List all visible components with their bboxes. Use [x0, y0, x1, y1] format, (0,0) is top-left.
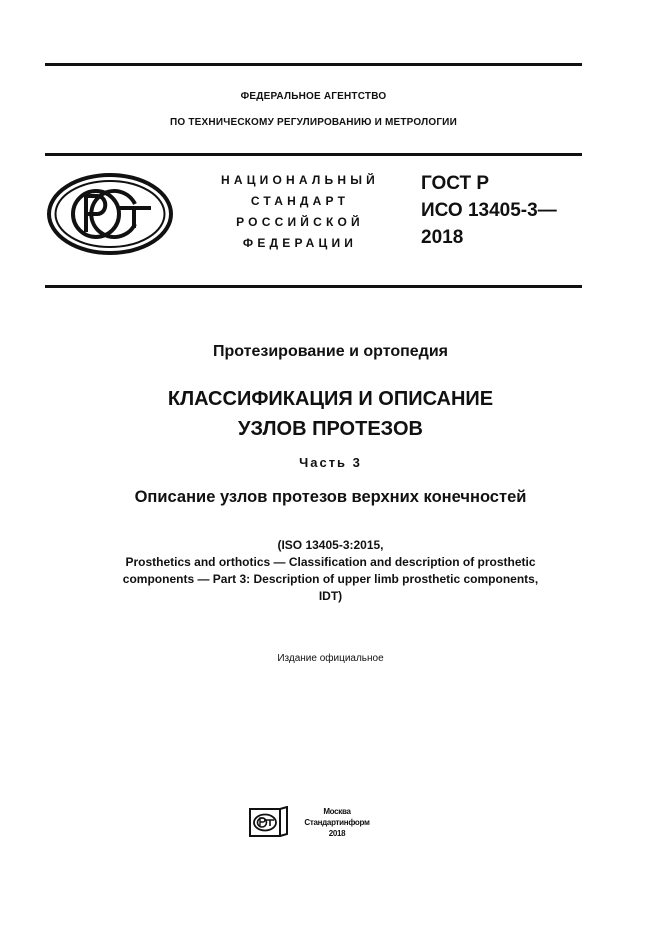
agency-line-1: ФЕДЕРАЛЬНОЕ АГЕНТСТВО: [240, 91, 387, 102]
title-line-2: УЗЛОВ ПРОТЕЗОВ: [238, 418, 423, 440]
designation-line-2: ИСО 13405-3—: [421, 200, 557, 221]
iso-reference-line: components — Part 3: Description of upper limb prosthetic components,: [122, 572, 539, 586]
subject-heading: Протезирование и ортопедия: [213, 343, 448, 360]
title-line-1: КЛАССИФИКАЦИЯ И ОПИСАНИЕ: [167, 388, 494, 410]
designation-line-1: ГОСТ Р: [421, 173, 490, 194]
document-title: [0, 384, 661, 444]
national-standard-line: ФЕДЕРАЦИИ: [242, 236, 358, 250]
header-rule: [45, 153, 582, 156]
national-standard-line: НАЦИОНАЛЬНЫЙ: [220, 173, 380, 187]
publisher-name: Стандартинформ: [304, 818, 370, 827]
gost-r-certification-logo-icon: [46, 172, 174, 256]
national-standard-line: СТАНДАРТ: [250, 194, 350, 208]
top-rule: [45, 63, 582, 66]
standartinform-logo-icon: [249, 806, 289, 838]
iso-reference-line: IDT): [318, 589, 343, 603]
iso-reference: [0, 537, 661, 605]
agency-line-2: ПО ТЕХНИЧЕСКОМУ РЕГУЛИРОВАНИЮ И МЕТРОЛОГИИ: [170, 117, 457, 128]
publisher-year: 2018: [328, 829, 346, 838]
national-standard-line: РОССИЙСКОЙ: [236, 215, 364, 229]
document-subtitle: Описание узлов протезов верхних конечностей: [134, 488, 527, 506]
standard-designation: [421, 170, 557, 251]
part-label: Часть 3: [299, 455, 362, 470]
edition-label: Издание официальное: [277, 653, 384, 664]
publisher-info: [292, 806, 382, 839]
iso-reference-line: Prosthetics and orthotics — Classification and description of prosthetic: [125, 555, 536, 569]
iso-reference-line: (ISO 13405-3:2015,: [277, 538, 384, 552]
national-standard-block: [200, 170, 400, 254]
header-bottom-rule: [45, 285, 582, 288]
publisher-city: Москва: [323, 807, 351, 816]
designation-line-3: 2018: [421, 227, 464, 248]
